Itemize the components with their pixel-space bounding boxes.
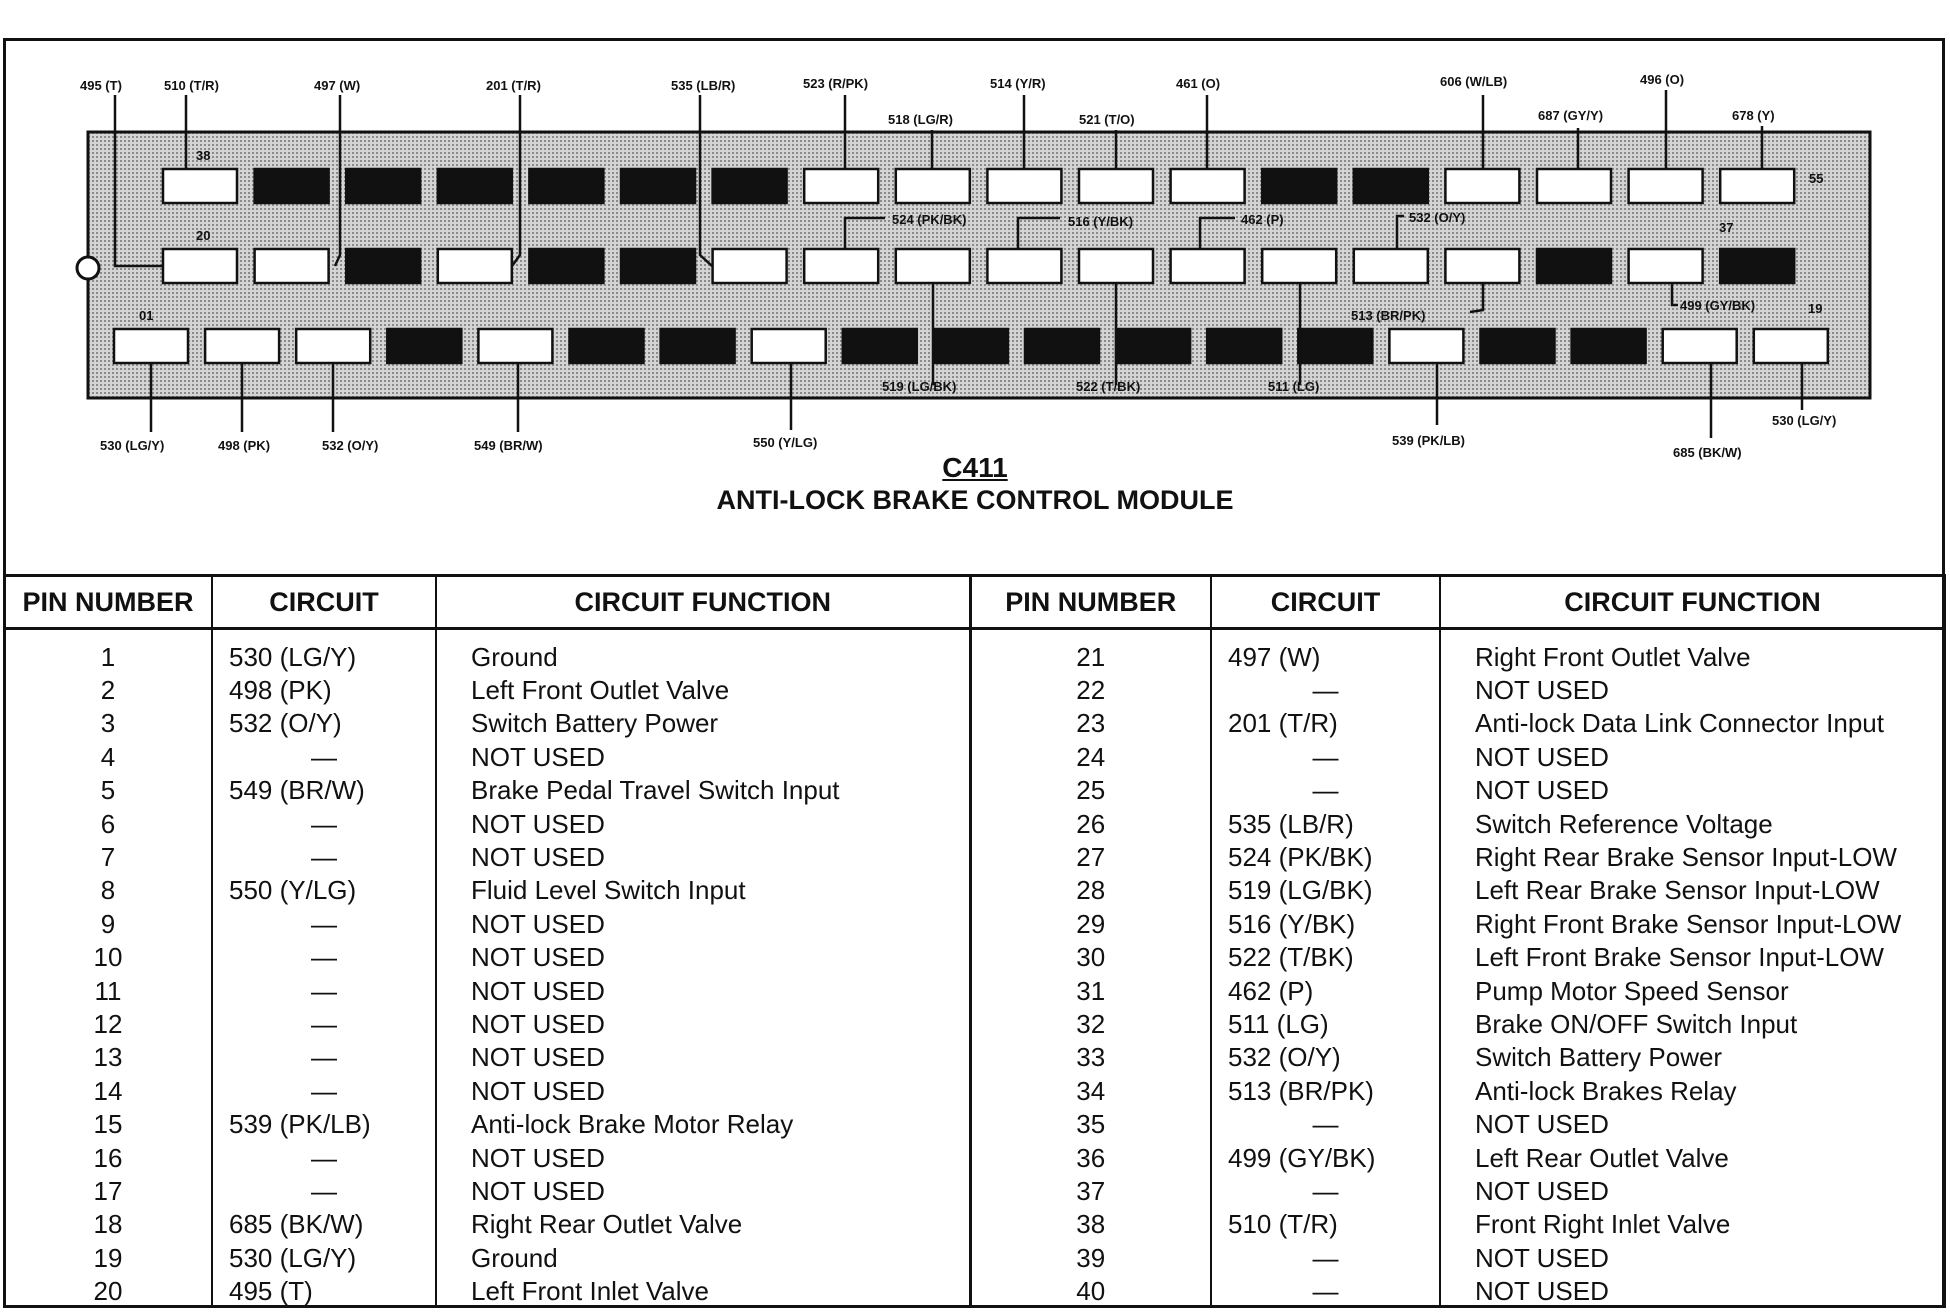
pin-number-cell: 26 [970,807,1211,840]
circuit-function-cell: NOT USED [436,807,970,840]
cavity-plugged [1720,249,1794,283]
circuit-function-cell: Left Rear Brake Sensor Input-LOW [1440,874,1945,907]
table-row [5,874,1945,907]
table-row [5,840,1945,873]
cavity-plugged [1481,329,1555,363]
pin-number-cell: 25 [970,774,1211,807]
circuit-cell: — [212,740,436,773]
cavity-plugged [621,169,695,203]
circuit-cell: 511 (LG) [1211,1007,1440,1040]
cavity-plugged [1116,329,1190,363]
circuit-cell: 685 (BK/W) [212,1208,436,1241]
circuit-cell: — [212,974,436,1007]
cavity-plugged [713,169,787,203]
header-circuit-function-2: CIRCUIT FUNCTION [1440,576,1945,629]
callout-524: 524 (PK/BK) [892,212,967,227]
pin-number-cell: 29 [970,907,1211,940]
circuit-cell: 532 (O/Y) [212,707,436,740]
callout-685: 685 (BK/W) [1673,445,1742,460]
circuit-function-cell: NOT USED [1440,1274,1945,1307]
circuit-cell: 201 (T/R) [1211,707,1440,740]
circuit-cell: — [1211,673,1440,706]
circuit-function-cell: Left Front Inlet Valve [436,1274,970,1307]
circuit-cell: 530 (LG/Y) [212,629,436,674]
callout-519: 519 (LG/BK) [882,379,957,394]
cavity-open [1445,169,1519,203]
circuit-cell: 549 (BR/W) [212,774,436,807]
table-row [5,740,1945,773]
cavity-plugged [1572,329,1646,363]
cavity-open [114,329,188,363]
circuit-function-cell: NOT USED [436,974,970,1007]
circuit-function-cell: NOT USED [436,941,970,974]
cavity-open [1354,249,1428,283]
pin-number-cell: 18 [5,1208,212,1241]
pin-number-cell: 21 [970,629,1211,674]
cavity-open [1262,249,1336,283]
pin-number-cell: 11 [5,974,212,1007]
pin-number-cell: 17 [5,1174,212,1207]
callout-461: 461 (O) [1176,76,1221,91]
connector-title [0,452,1950,516]
cavity-open [205,329,279,363]
pin-table-header [5,576,1945,629]
pin-number-cell: 40 [970,1274,1211,1307]
callout-201: 201 (T/R) [486,78,541,93]
callout-518: 518 (LG/R) [888,112,954,127]
table-row [5,1174,1945,1207]
cavity-open [1079,169,1153,203]
cavity-open [1663,329,1737,363]
callout-550: 550 (Y/LG) [753,435,818,450]
row-label-20: 20 [196,228,211,243]
cavity-plugged [843,329,917,363]
pin-number-cell: 37 [970,1174,1211,1207]
table-row [5,1074,1945,1107]
table-row [5,1107,1945,1140]
cavity-plugged [346,169,420,203]
pin-number-cell: 36 [970,1141,1211,1174]
table-row [5,907,1945,940]
cavity-open [804,249,878,283]
pin-number-cell: 30 [970,941,1211,974]
circuit-cell: — [1211,1107,1440,1140]
circuit-function-cell: Left Front Outlet Valve [436,673,970,706]
cavity-plugged [529,169,603,203]
callout-532-mid: 532 (O/Y) [1409,210,1466,225]
cavity-plugged [529,249,603,283]
row-label-37: 37 [1719,220,1734,235]
circuit-function-cell: NOT USED [1440,1174,1945,1207]
circuit-function-cell: NOT USED [436,740,970,773]
table-row [5,807,1945,840]
circuit-function-cell: NOT USED [436,1007,970,1040]
circuit-cell: 462 (P) [1211,974,1440,1007]
cavity-plugged [387,329,461,363]
connector-key-circle [77,257,99,279]
cavity-open [1629,169,1703,203]
connector-diagram [0,0,1950,460]
circuit-cell: 532 (O/Y) [1211,1041,1440,1074]
pin-number-cell: 16 [5,1141,212,1174]
circuit-function-cell: Ground [436,629,970,674]
cavity-plugged [1537,249,1611,283]
pin-number-cell: 39 [970,1241,1211,1274]
circuit-function-cell: NOT USED [1440,1241,1945,1274]
circuit-cell: 530 (LG/Y) [212,1241,436,1274]
circuit-function-cell: Switch Reference Voltage [1440,807,1945,840]
circuit-function-cell: NOT USED [436,1174,970,1207]
circuit-function-cell: Fluid Level Switch Input [436,874,970,907]
callout-498: 498 (PK) [218,438,271,453]
table-row [5,941,1945,974]
cavity-open [1537,169,1611,203]
circuit-cell: — [212,1174,436,1207]
callout-497: 497 (W) [314,78,361,93]
cavity-open [163,169,237,203]
pin-number-cell: 9 [5,907,212,940]
table-row [5,629,1945,674]
circuit-cell: 519 (LG/BK) [1211,874,1440,907]
circuit-function-cell: Switch Battery Power [436,707,970,740]
circuit-cell: — [1211,740,1440,773]
callout-539: 539 (PK/LB) [1392,433,1465,448]
callout-496: 496 (O) [1640,72,1685,87]
circuit-cell: 510 (T/R) [1211,1208,1440,1241]
pin-number-cell: 32 [970,1007,1211,1040]
circuit-function-cell: Brake Pedal Travel Switch Input [436,774,970,807]
cavity-open [752,329,826,363]
row-label-55: 55 [1809,171,1824,186]
pin-number-cell: 27 [970,840,1211,873]
pin-number-cell: 4 [5,740,212,773]
pin-number-cell: 34 [970,1074,1211,1107]
cavity-open [987,169,1061,203]
row-label-01: 01 [139,308,154,323]
circuit-cell: 535 (LB/R) [1211,807,1440,840]
circuit-cell: — [212,1074,436,1107]
cavity-open [1171,169,1245,203]
circuit-cell: 524 (PK/BK) [1211,840,1440,873]
circuit-cell: — [212,941,436,974]
circuit-function-cell: Left Front Brake Sensor Input-LOW [1440,941,1945,974]
circuit-function-cell: NOT USED [436,840,970,873]
row-label-19: 19 [1808,301,1823,316]
header-pin-number: PIN NUMBER [5,576,212,629]
circuit-function-cell: Left Rear Outlet Valve [1440,1141,1945,1174]
callout-530-a: 530 (LG/Y) [100,438,165,453]
pin-number-cell: 15 [5,1107,212,1140]
circuit-function-cell: NOT USED [436,1074,970,1107]
circuit-function-cell: Switch Battery Power [1440,1041,1945,1074]
circuit-function-cell: NOT USED [1440,774,1945,807]
cavity-plugged [1207,329,1281,363]
circuit-cell: — [212,1007,436,1040]
pin-number-cell: 6 [5,807,212,840]
table-row [5,1208,1945,1241]
pin-number-cell: 35 [970,1107,1211,1140]
callout-687: 687 (GY/Y) [1538,108,1604,123]
circuit-cell: 522 (T/BK) [1211,941,1440,974]
callout-535: 535 (LB/R) [671,78,736,93]
cavity-open [713,249,787,283]
pin-number-cell: 3 [5,707,212,740]
circuit-cell: 497 (W) [1211,629,1440,674]
callout-510: 510 (T/R) [164,78,219,93]
pin-number-cell: 31 [970,974,1211,1007]
table-row [5,974,1945,1007]
circuit-function-cell: NOT USED [1440,740,1945,773]
cavity-open [1629,249,1703,283]
connector-id: C411 [942,452,1008,483]
circuit-function-cell: Right Front Brake Sensor Input-LOW [1440,907,1945,940]
table-row [5,1274,1945,1307]
pin-number-cell: 33 [970,1041,1211,1074]
pin-number-cell: 22 [970,673,1211,706]
cavity-open [1171,249,1245,283]
cavity-open [163,249,237,283]
circuit-function-cell: NOT USED [1440,673,1945,706]
callout-499: 499 (GY/BK) [1680,298,1756,313]
cavity-plugged [1262,169,1336,203]
cavity-plugged [346,249,420,283]
cavity-open [438,249,512,283]
pin-number-cell: 20 [5,1274,212,1307]
callout-522: 522 (T/BK) [1076,379,1141,394]
pin-number-cell: 23 [970,707,1211,740]
connector-name: ANTI-LOCK BRAKE CONTROL MODULE [716,485,1234,515]
pin-table [5,574,1946,1308]
circuit-function-cell: Right Rear Outlet Valve [436,1208,970,1241]
table-row [5,707,1945,740]
cavity-plugged [438,169,512,203]
circuit-function-cell: Right Rear Brake Sensor Input-LOW [1440,840,1945,873]
circuit-cell: — [1211,1174,1440,1207]
cavity-plugged [661,329,735,363]
cavity-plugged [1298,329,1372,363]
circuit-cell: — [212,1141,436,1174]
circuit-cell: — [212,807,436,840]
cavity-open [1079,249,1153,283]
pin-number-cell: 12 [5,1007,212,1040]
callout-549: 549 (BR/W) [474,438,543,453]
pin-number-cell: 10 [5,941,212,974]
table-row [5,1141,1945,1174]
circuit-function-cell: Ground [436,1241,970,1274]
circuit-function-cell: Right Front Outlet Valve [1440,629,1945,674]
pin-number-cell: 19 [5,1241,212,1274]
circuit-cell: 516 (Y/BK) [1211,907,1440,940]
cavity-open [255,249,329,283]
callout-514: 514 (Y/R) [990,76,1046,91]
pin-number-cell: 38 [970,1208,1211,1241]
cavity-plugged [570,329,644,363]
table-row [5,1241,1945,1274]
pin-number-cell: 5 [5,774,212,807]
callout-606: 606 (W/LB) [1440,74,1508,89]
cavity-open [1754,329,1828,363]
circuit-cell: 499 (GY/BK) [1211,1141,1440,1174]
cavity-open [896,249,970,283]
pin-number-cell: 14 [5,1074,212,1107]
cavity-open [987,249,1061,283]
circuit-cell: — [1211,1274,1440,1307]
callout-521: 521 (T/O) [1079,112,1135,127]
pin-number-cell: 2 [5,673,212,706]
callout-523: 523 (R/PK) [803,76,869,91]
callout-511: 511 (LG) [1268,379,1320,394]
circuit-cell: 513 (BR/PK) [1211,1074,1440,1107]
circuit-cell: — [212,840,436,873]
cavity-open [1720,169,1794,203]
cavity-plugged [621,249,695,283]
pin-number-cell: 7 [5,840,212,873]
callout-516: 516 (Y/BK) [1068,214,1134,229]
header-circuit: CIRCUIT [212,576,436,629]
cavity-open [1389,329,1463,363]
circuit-cell: — [1211,1241,1440,1274]
callout-532-bottom: 532 (O/Y) [322,438,379,453]
row-label-38: 38 [196,148,211,163]
circuit-cell: 550 (Y/LG) [212,874,436,907]
pin-number-cell: 24 [970,740,1211,773]
cavity-plugged [1025,329,1099,363]
circuit-function-cell: NOT USED [436,1041,970,1074]
circuit-cell: — [212,907,436,940]
pin-number-cell: 1 [5,629,212,674]
cavity-open [296,329,370,363]
circuit-function-cell: Brake ON/OFF Switch Input [1440,1007,1945,1040]
header-circuit-2: CIRCUIT [1211,576,1440,629]
cavity-open [804,169,878,203]
pin-number-cell: 8 [5,874,212,907]
circuit-function-cell: NOT USED [436,1141,970,1174]
table-row [5,774,1945,807]
circuit-cell: — [1211,774,1440,807]
table-row [5,1041,1945,1074]
circuit-cell: 498 (PK) [212,673,436,706]
circuit-cell: 495 (T) [212,1274,436,1307]
circuit-cell: 539 (PK/LB) [212,1107,436,1140]
callout-678: 678 (Y) [1732,108,1775,123]
cavity-open [1445,249,1519,283]
circuit-cell: — [212,1041,436,1074]
callout-462: 462 (P) [1241,212,1284,227]
table-row [5,1007,1945,1040]
circuit-function-cell: Anti-lock Data Link Connector Input [1440,707,1945,740]
cavity-plugged [255,169,329,203]
table-row [5,673,1945,706]
cavity-open [896,169,970,203]
cavity-plugged [1354,169,1428,203]
callout-530-b: 530 (LG/Y) [1772,413,1837,428]
circuit-function-cell: Front Right Inlet Valve [1440,1208,1945,1241]
circuit-function-cell: NOT USED [1440,1107,1945,1140]
circuit-function-cell: Anti-lock Brake Motor Relay [436,1107,970,1140]
header-pin-number-2: PIN NUMBER [970,576,1211,629]
cavity-plugged [934,329,1008,363]
cavity-open [478,329,552,363]
circuit-function-cell: Pump Motor Speed Sensor [1440,974,1945,1007]
header-circuit-function: CIRCUIT FUNCTION [436,576,970,629]
pin-number-cell: 28 [970,874,1211,907]
pin-number-cell: 13 [5,1041,212,1074]
circuit-function-cell: Anti-lock Brakes Relay [1440,1074,1945,1107]
callout-513: 513 (BR/PK) [1351,308,1426,323]
circuit-function-cell: NOT USED [436,907,970,940]
callout-495: 495 (T) [80,78,122,93]
